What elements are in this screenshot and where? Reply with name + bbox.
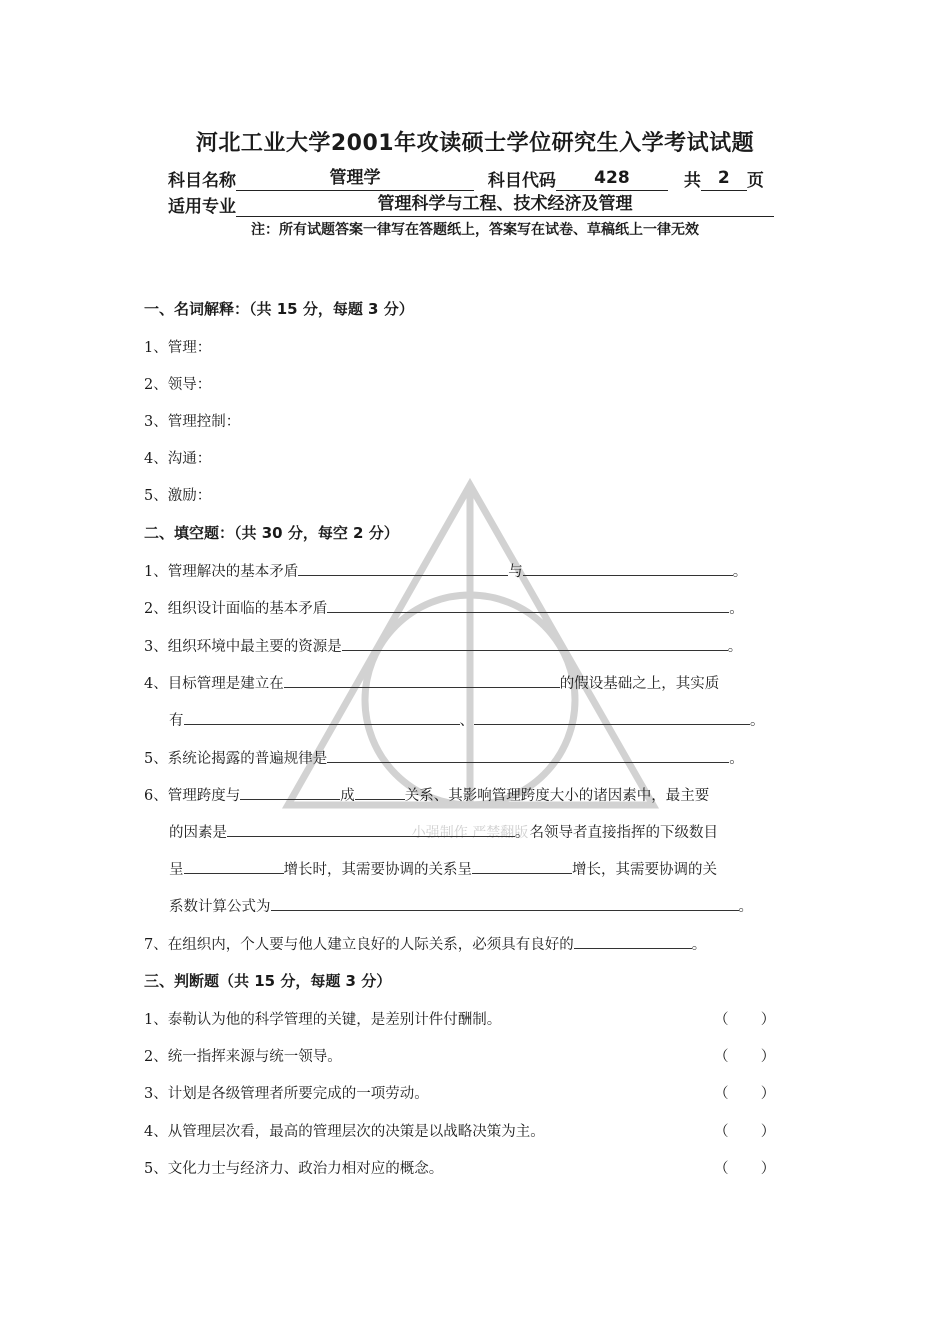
header-row-subject bbox=[168, 166, 764, 191]
fill-question-6-cont1: 的因素是 。名领导者直接指挥的下级数目 bbox=[169, 820, 718, 842]
fill-question-1: 1、管理解决的基本矛盾 与 。 bbox=[144, 559, 747, 581]
answer-blank bbox=[184, 857, 284, 874]
answer-blank bbox=[271, 894, 739, 911]
fill-question-6: 6、管理跨度与 成 关系、其影响管理跨度大小的诸因素中，最主要 bbox=[144, 783, 709, 805]
answer-parentheses: （ ） bbox=[714, 1124, 776, 1140]
fill-question-4-cont: 有 、 。 bbox=[169, 708, 765, 730]
subject-label: 科目名称 bbox=[168, 171, 236, 191]
answer-blank bbox=[240, 783, 340, 800]
total-value: 2 bbox=[701, 168, 747, 191]
fill-question-3: 3、组织环境中最主要的资源是 。 bbox=[144, 634, 742, 656]
answer-blank bbox=[472, 857, 572, 874]
code-value: 428 bbox=[556, 168, 668, 191]
fill-question-5: 5、系统论揭露的普遍规律是 。 bbox=[144, 746, 744, 768]
answer-blank bbox=[298, 559, 508, 576]
judge-item: 3、计划是各级管理者所要完成的一项劳动。 bbox=[144, 1086, 429, 1102]
answer-blank bbox=[327, 596, 729, 613]
term-item: 3、管理控制： bbox=[144, 414, 241, 430]
exam-notice: 注：所有试题答案一律写在答题纸上，答案写在试卷、草稿纸上一律无效 bbox=[251, 222, 699, 238]
term-item: 2、领导： bbox=[144, 377, 212, 393]
term-item: 5、激励： bbox=[144, 488, 212, 504]
subject-value: 管理学 bbox=[236, 168, 474, 191]
section2-title: 二、填空题：（共 30 分，每空 2 分） bbox=[144, 524, 399, 542]
major-value: 管理科学与工程、技术经济及管理 bbox=[236, 194, 774, 217]
fill-question-4: 4、目标管理是建立在 的假设基础之上，其实质 bbox=[144, 671, 719, 693]
fill-question-7: 7、在组织内，个人要与他人建立良好的人际关系，必须具有良好的 。 bbox=[144, 932, 706, 954]
term-item: 1、管理： bbox=[144, 340, 212, 356]
answer-parentheses: （ ） bbox=[714, 1049, 776, 1065]
code-label: 科目代码 bbox=[487, 171, 556, 191]
fill-question-2: 2、组织设计面临的基本矛盾 。 bbox=[144, 596, 744, 618]
header-row-major bbox=[168, 192, 774, 217]
judge-item: 5、文化力士与经济力、政治力相对应的概念。 bbox=[144, 1161, 444, 1177]
answer-blank bbox=[342, 634, 728, 651]
answer-parentheses: （ ） bbox=[714, 1012, 776, 1028]
fill-question-6-cont2: 呈 增长时，其需要协调的关系呈 增长，其需要协调的关 bbox=[169, 857, 717, 879]
answer-blank bbox=[474, 708, 750, 725]
answer-blank bbox=[284, 671, 560, 688]
term-item: 4、沟通： bbox=[144, 451, 212, 467]
judge-item: 4、从管理层次看，最高的管理层次的决策是以战略决策为主。 bbox=[144, 1124, 545, 1140]
answer-blank bbox=[327, 746, 729, 763]
answer-blank bbox=[355, 783, 405, 800]
answer-parentheses: （ ） bbox=[714, 1161, 776, 1177]
page-label: 页 bbox=[746, 171, 764, 191]
answer-blank bbox=[523, 559, 733, 576]
total-label: 共 bbox=[683, 171, 701, 191]
judge-item: 2、统一指挥来源与统一领导。 bbox=[144, 1049, 342, 1065]
watermark-text: 小强制作 严禁翻版 bbox=[411, 825, 529, 841]
section3-title: 三、判断题（共 15 分，每题 3 分） bbox=[144, 972, 392, 990]
answer-parentheses: （ ） bbox=[714, 1086, 776, 1102]
answer-blank bbox=[227, 820, 515, 837]
section1-title: 一、名词解释：（共 15 分，每题 3 分） bbox=[144, 300, 414, 318]
major-label: 适用专业 bbox=[168, 197, 236, 217]
exam-title: 河北工业大学2001年攻读硕士学位研究生入学考试试题 bbox=[195, 131, 755, 156]
fill-question-6-cont3: 系数计算公式为 。 bbox=[169, 894, 753, 916]
answer-blank bbox=[184, 708, 460, 725]
answer-blank bbox=[574, 932, 692, 949]
judge-item: 1、泰勒认为他的科学管理的关键，是差别计件付酬制。 bbox=[144, 1012, 502, 1028]
